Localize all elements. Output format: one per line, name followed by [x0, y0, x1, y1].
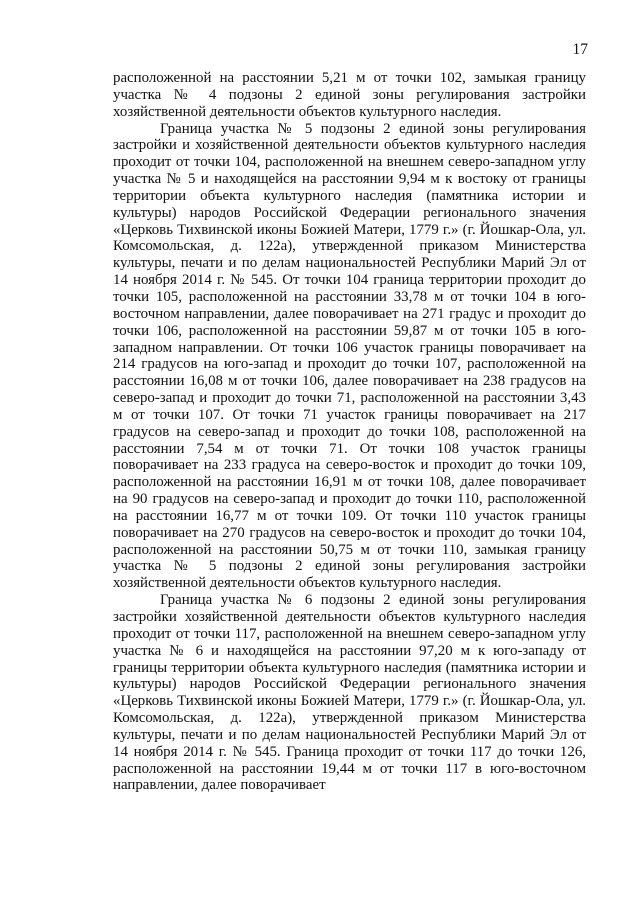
document-body	[113, 70, 586, 794]
paragraph-2: Граница участка № 5 подзоны 2 единой зоны регулирования застройки и хозяйственной деятельности объектов культурного наследия проходит от точки 104, расположенной на внешнем северо-западном углу участка № 5 и находящейся на расстоянии 9,94 м к востоку от границы территории объекта культурного наследия (памятника истории и культуры) народов Российской Федерации регионального значения «Церковь Тихвинской иконы Божией Матери, 1779 г.» (г. Йошкар-Ола, ул. Комсомольская, д. 122а), утвержденной приказом Министерства культуры, печати и по делам национальностей Республики Марий Эл от 14 ноября 2014 г. № 545. От точки 104 граница территории проходит до точки 105, расположенной на расстоянии 33,78 м от точки 104 в юго-восточном направлении, далее поворачивает на 271 градус и проходит до точки 106, расположенной на расстоянии 59,87 м от точки 105 в юго-западном направлении. От точки 106 участок границы поворачивает на 214 градусов на юго-запад и проходит до точки 107, расположенной на расстоянии 16,08 м от точки 106, далее поворачивает на 238 градусов на северо-запад и проходит до точки 71, расположенной на расстоянии 3,43 м от точки 107. От точки 71 участок границы поворачивает на 217 градусов на северо-запад и проходит до точки 108, расположенной на расстоянии 7,54 м от точки 71. От точки 108 участок границы поворачивает на 233 градуса на северо-восток и проходит до точки 109, расположенной на расстоянии 16,91 м от точки 108, далее поворачивает на 90 градусов на северо-запад и проходит до точки 110, расположенной на расстоянии 16,77 м от точки 109. От точки 110 участок границы поворачивает на 270 градусов на северо-восток и проходит до точки 104, расположенной на расстоянии 50,75 м от точки 110, замыкая границу участка № 5 подзоны 2 единой зоны регулирования застройки хозяйственной деятельности объектов культурного наследия.	[113, 120, 586, 592]
page-number: 17	[572, 41, 588, 58]
paragraph-1: расположенной на расстоянии 5,21 м от точки 102, замыкая границу участка № 4 подзоны 2 единой зоны регулирования застройки хозяйственной деятельности объектов культурного наследия.	[113, 70, 586, 120]
paragraph-3: Граница участка № 6 подзоны 2 единой зоны регулирования застройки хозяйственной деятельности объектов культурного наследия проходит от точки 117, расположенной на внешнем северо-западном углу участка № 6 и находящейся на расстоянии 97,20 м к юго-западу от границы территории объекта культурного наследия (памятника истории и культуры) народов Российской Федерации регионального значения «Церковь Тихвинской иконы Божией Матери, 1779 г.» (г. Йошкар-Ола, ул. Комсомольская, д. 122а), утвержденной приказом Министерства культуры, печати и по делам национальностей Республики Марий Эл от 14 ноября 2014 г. № 545. Граница проходит от точки 117 до точки 126, расположенной на расстоянии 19,44 м от точки 117 в юго-восточном направлении, далее поворачивает	[113, 592, 586, 794]
